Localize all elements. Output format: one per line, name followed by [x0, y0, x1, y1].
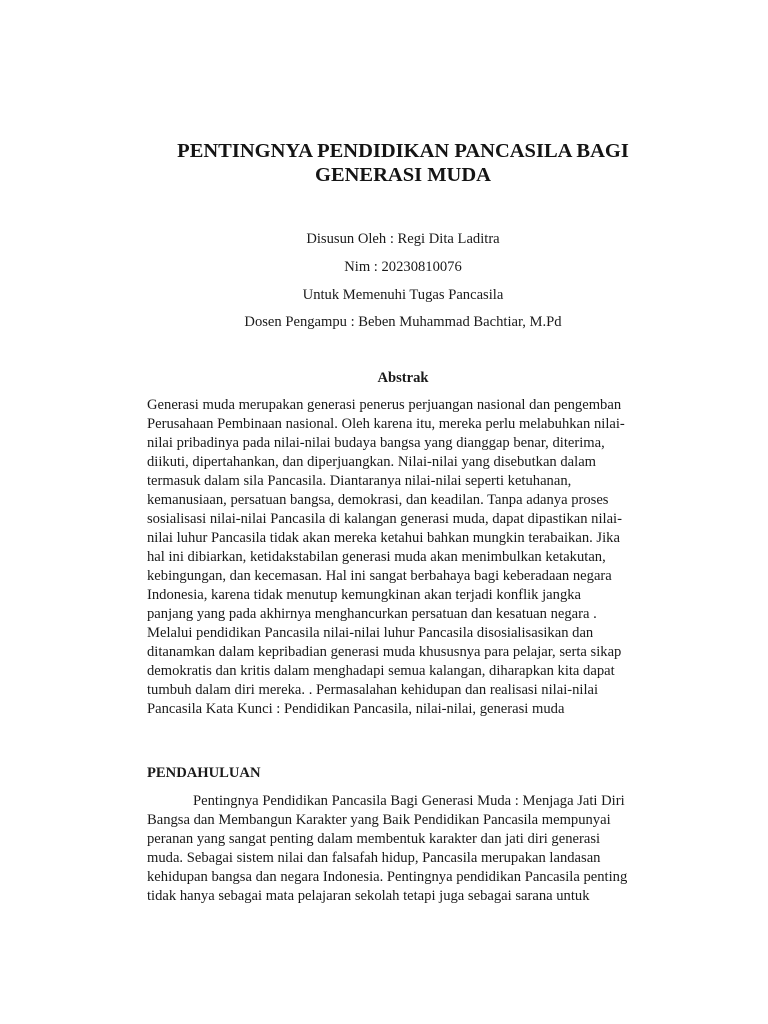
abstract-line: hal ini dibiarkan, ketidakstabilan generasi muda akan menimbulkan ketakutan,	[147, 549, 606, 565]
introduction-line: Bangsa dan Membangun Karakter yang Baik Pendidikan Pancasila mempunyai	[147, 812, 611, 828]
introduction-line: tidak hanya sebagai mata pelajaran sekolah tetapi juga sebagai sarana untuk	[147, 888, 590, 904]
lecturer-line: Dosen Pengampu : Beben Muhammad Bachtiar, M.Pd	[244, 314, 562, 330]
title-line-1: PENTINGNYA PENDIDIKAN PANCASILA BAGI	[177, 140, 629, 162]
abstract-line: ditanamkan dalam kepribadian generasi muda khususnya para pelajar, serta sikap	[147, 644, 622, 660]
introduction-line: kehidupan bangsa dan negara Indonesia. Pentingnya pendidikan Pancasila penting	[147, 869, 628, 885]
abstract-line: Indonesia, karena tidak menutup kemungkinan akan terjadi konflik jangka	[147, 587, 582, 603]
abstract-line: nilai pribadinya pada nilai-nilai budaya bangsa yang dianggap benar, diterima,	[147, 435, 605, 451]
introduction-heading: PENDAHULUAN	[147, 765, 261, 781]
abstract-line: termasuk dalam sila Pancasila. Diantaranya nilai-nilai seperti ketuhanan,	[147, 473, 572, 489]
abstract-line: Melalui pendidikan Pancasila nilai-nilai luhur Pancasila disosialisasikan dan	[147, 625, 594, 641]
document-title	[150, 139, 656, 187]
abstract-line: Perusahaan Pembinaan nasional. Oleh karena itu, mereka perlu melabuhkan nilai-	[147, 416, 625, 432]
title-line-2: GENERASI MUDA	[315, 164, 491, 186]
abstract-line: nilai luhur Pancasila tidak akan mereka ketahui bahkan mungkin terabaikan. Jika	[147, 530, 620, 546]
purpose-line: Untuk Memenuhi Tugas Pancasila	[302, 287, 504, 303]
abstract-line: diikuti, dipertahankan, dan diperjuangkan. Nilai-nilai yang disebutkan dalam	[147, 454, 597, 470]
abstract-heading: Abstrak	[377, 370, 429, 386]
abstract-line: tumbuh dalam diri mereka. . Permasalahan kehidupan dan realisasi nilai-nilai	[147, 682, 599, 698]
nim-line: Nim : 20230810076	[344, 259, 462, 275]
abstract-line: kemanusiaan, persatuan bangsa, demokrasi, dan keadilan. Tanpa adanya proses	[147, 492, 609, 508]
abstract-line: panjang yang pada akhirnya menghancurkan persatuan dan kesatuan negara .	[147, 606, 597, 622]
abstract-line: demokratis dan kritis dalam menghadapi semua kalangan, diharapkan kita dapat	[147, 663, 615, 679]
abstract-line: kebingungan, dan kecemasan. Hal ini sangat berbahaya bagi keberadaan negara	[147, 568, 612, 584]
author-line: Disusun Oleh : Regi Dita Laditra	[306, 231, 500, 247]
introduction-line: peranan yang sangat penting dalam membentuk karakter dan jati diri generasi	[147, 831, 601, 847]
introduction-line: muda. Sebagai sistem nilai dan falsafah hidup, Pancasila merupakan landasan	[147, 850, 601, 866]
introduction-line: Pentingnya Pendidikan Pancasila Bagi Generasi Muda : Menjaga Jati Diri	[193, 793, 625, 809]
abstract-line: Generasi muda merupakan generasi penerus perjuangan nasional dan pengemban	[147, 397, 622, 413]
abstract-line: sosialisasi nilai-nilai Pancasila di kalangan generasi muda, dapat dipastikan nilai-	[147, 511, 622, 527]
abstract-line: Pancasila Kata Kunci : Pendidikan Pancasila, nilai-nilai, generasi muda	[147, 701, 565, 717]
